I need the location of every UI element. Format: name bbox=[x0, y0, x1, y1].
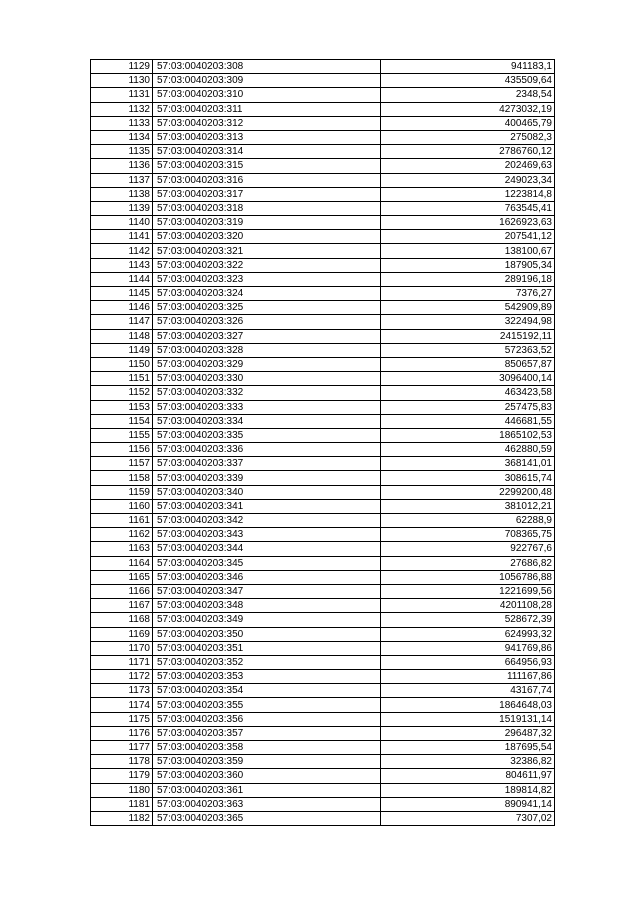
cadastral-number: 57:03:0040203:357 bbox=[153, 726, 381, 740]
value-cell: 624993,32 bbox=[381, 627, 555, 641]
value-cell: 528672,39 bbox=[381, 613, 555, 627]
value-cell: 2786760,12 bbox=[381, 145, 555, 159]
table-row bbox=[91, 272, 555, 286]
cadastral-number: 57:03:0040203:337 bbox=[153, 457, 381, 471]
row-number: 1136 bbox=[91, 159, 153, 173]
value-cell: 1865102,53 bbox=[381, 428, 555, 442]
value-cell: 2348,54 bbox=[381, 88, 555, 102]
value-cell: 289196,18 bbox=[381, 272, 555, 286]
table-row bbox=[91, 726, 555, 740]
row-number: 1145 bbox=[91, 287, 153, 301]
table-row bbox=[91, 372, 555, 386]
cadastral-number: 57:03:0040203:324 bbox=[153, 287, 381, 301]
table-row bbox=[91, 116, 555, 130]
table-row bbox=[91, 130, 555, 144]
row-number: 1173 bbox=[91, 684, 153, 698]
cadastral-number: 57:03:0040203:346 bbox=[153, 570, 381, 584]
table-row bbox=[91, 570, 555, 584]
cadastral-number: 57:03:0040203:356 bbox=[153, 712, 381, 726]
cadastral-number: 57:03:0040203:326 bbox=[153, 315, 381, 329]
table-row bbox=[91, 443, 555, 457]
cadastral-number: 57:03:0040203:327 bbox=[153, 329, 381, 343]
value-cell: 1221699,56 bbox=[381, 584, 555, 598]
row-number: 1151 bbox=[91, 372, 153, 386]
cadastral-number: 57:03:0040203:361 bbox=[153, 783, 381, 797]
table-row bbox=[91, 627, 555, 641]
table-row bbox=[91, 74, 555, 88]
row-number: 1134 bbox=[91, 130, 153, 144]
cadastral-number: 57:03:0040203:330 bbox=[153, 372, 381, 386]
cadastral-number: 57:03:0040203:351 bbox=[153, 641, 381, 655]
cadastral-number: 57:03:0040203:319 bbox=[153, 216, 381, 230]
value-cell: 922767,6 bbox=[381, 542, 555, 556]
table-row bbox=[91, 60, 555, 74]
cadastral-number: 57:03:0040203:329 bbox=[153, 357, 381, 371]
table-row bbox=[91, 201, 555, 215]
row-number: 1138 bbox=[91, 187, 153, 201]
row-number: 1150 bbox=[91, 357, 153, 371]
table-row bbox=[91, 145, 555, 159]
table-row bbox=[91, 386, 555, 400]
value-cell: 542909,89 bbox=[381, 301, 555, 315]
cadastral-number: 57:03:0040203:313 bbox=[153, 130, 381, 144]
row-number: 1165 bbox=[91, 570, 153, 584]
table-row bbox=[91, 102, 555, 116]
table-row bbox=[91, 641, 555, 655]
value-cell: 187905,34 bbox=[381, 258, 555, 272]
value-cell: 572363,52 bbox=[381, 343, 555, 357]
table-row bbox=[91, 258, 555, 272]
row-number: 1144 bbox=[91, 272, 153, 286]
table-row bbox=[91, 712, 555, 726]
table-row bbox=[91, 485, 555, 499]
row-number: 1163 bbox=[91, 542, 153, 556]
row-number: 1175 bbox=[91, 712, 153, 726]
table-row bbox=[91, 329, 555, 343]
table-body bbox=[91, 60, 555, 826]
value-cell: 187695,54 bbox=[381, 741, 555, 755]
row-number: 1135 bbox=[91, 145, 153, 159]
value-cell: 664956,93 bbox=[381, 655, 555, 669]
cadastral-number: 57:03:0040203:320 bbox=[153, 230, 381, 244]
cadastral-number: 57:03:0040203:316 bbox=[153, 173, 381, 187]
cadastral-number: 57:03:0040203:328 bbox=[153, 343, 381, 357]
row-number: 1174 bbox=[91, 698, 153, 712]
table-row bbox=[91, 471, 555, 485]
row-number: 1155 bbox=[91, 428, 153, 442]
value-cell: 1626923,63 bbox=[381, 216, 555, 230]
value-cell: 890941,14 bbox=[381, 797, 555, 811]
cadastral-number: 57:03:0040203:314 bbox=[153, 145, 381, 159]
cadastral-number: 57:03:0040203:332 bbox=[153, 386, 381, 400]
value-cell: 850657,87 bbox=[381, 357, 555, 371]
cadastral-number: 57:03:0040203:344 bbox=[153, 542, 381, 556]
table-row bbox=[91, 414, 555, 428]
cadastral-number: 57:03:0040203:360 bbox=[153, 769, 381, 783]
row-number: 1178 bbox=[91, 755, 153, 769]
row-number: 1159 bbox=[91, 485, 153, 499]
cadastral-number: 57:03:0040203:347 bbox=[153, 584, 381, 598]
value-cell: 4201108,28 bbox=[381, 599, 555, 613]
value-cell: 275082,3 bbox=[381, 130, 555, 144]
row-number: 1161 bbox=[91, 514, 153, 528]
cadastral-number: 57:03:0040203:336 bbox=[153, 443, 381, 457]
row-number: 1130 bbox=[91, 74, 153, 88]
value-cell: 249023,34 bbox=[381, 173, 555, 187]
value-cell: 463423,58 bbox=[381, 386, 555, 400]
table-row bbox=[91, 797, 555, 811]
value-cell: 400465,79 bbox=[381, 116, 555, 130]
value-cell: 462880,59 bbox=[381, 443, 555, 457]
table-row bbox=[91, 528, 555, 542]
row-number: 1171 bbox=[91, 655, 153, 669]
table-row bbox=[91, 357, 555, 371]
table-row bbox=[91, 499, 555, 513]
table-row bbox=[91, 514, 555, 528]
value-cell: 2415192,11 bbox=[381, 329, 555, 343]
value-cell: 202469,63 bbox=[381, 159, 555, 173]
value-cell: 7376,27 bbox=[381, 287, 555, 301]
value-cell: 2299200,48 bbox=[381, 485, 555, 499]
row-number: 1180 bbox=[91, 783, 153, 797]
cadastral-number: 57:03:0040203:352 bbox=[153, 655, 381, 669]
row-number: 1148 bbox=[91, 329, 153, 343]
value-cell: 189814,82 bbox=[381, 783, 555, 797]
value-cell: 27686,82 bbox=[381, 556, 555, 570]
cadastral-number: 57:03:0040203:322 bbox=[153, 258, 381, 272]
cadastral-number: 57:03:0040203:350 bbox=[153, 627, 381, 641]
table-row bbox=[91, 584, 555, 598]
cadastral-number: 57:03:0040203:354 bbox=[153, 684, 381, 698]
table-row bbox=[91, 173, 555, 187]
table-row bbox=[91, 287, 555, 301]
data-table bbox=[90, 59, 555, 826]
row-number: 1132 bbox=[91, 102, 153, 116]
row-number: 1179 bbox=[91, 769, 153, 783]
row-number: 1133 bbox=[91, 116, 153, 130]
value-cell: 446681,55 bbox=[381, 414, 555, 428]
table-row bbox=[91, 301, 555, 315]
row-number: 1167 bbox=[91, 599, 153, 613]
value-cell: 708365,75 bbox=[381, 528, 555, 542]
value-cell: 257475,83 bbox=[381, 400, 555, 414]
row-number: 1182 bbox=[91, 811, 153, 825]
value-cell: 435509,64 bbox=[381, 74, 555, 88]
value-cell: 7307,02 bbox=[381, 811, 555, 825]
cadastral-number: 57:03:0040203:342 bbox=[153, 514, 381, 528]
row-number: 1172 bbox=[91, 670, 153, 684]
value-cell: 381012,21 bbox=[381, 499, 555, 513]
row-number: 1156 bbox=[91, 443, 153, 457]
table-row bbox=[91, 216, 555, 230]
cadastral-number: 57:03:0040203:340 bbox=[153, 485, 381, 499]
table-row bbox=[91, 613, 555, 627]
cadastral-number: 57:03:0040203:315 bbox=[153, 159, 381, 173]
cadastral-number: 57:03:0040203:341 bbox=[153, 499, 381, 513]
table-row bbox=[91, 343, 555, 357]
table-row bbox=[91, 556, 555, 570]
cadastral-number: 57:03:0040203:348 bbox=[153, 599, 381, 613]
cadastral-number: 57:03:0040203:358 bbox=[153, 741, 381, 755]
cadastral-number: 57:03:0040203:317 bbox=[153, 187, 381, 201]
value-cell: 1056786,88 bbox=[381, 570, 555, 584]
row-number: 1168 bbox=[91, 613, 153, 627]
table-row bbox=[91, 599, 555, 613]
value-cell: 43167,74 bbox=[381, 684, 555, 698]
value-cell: 111167,86 bbox=[381, 670, 555, 684]
cadastral-number: 57:03:0040203:359 bbox=[153, 755, 381, 769]
value-cell: 804611,97 bbox=[381, 769, 555, 783]
row-number: 1158 bbox=[91, 471, 153, 485]
row-number: 1169 bbox=[91, 627, 153, 641]
table-row bbox=[91, 769, 555, 783]
cadastral-number: 57:03:0040203:335 bbox=[153, 428, 381, 442]
row-number: 1164 bbox=[91, 556, 153, 570]
cadastral-number: 57:03:0040203:334 bbox=[153, 414, 381, 428]
row-number: 1166 bbox=[91, 584, 153, 598]
cadastral-number: 57:03:0040203:355 bbox=[153, 698, 381, 712]
row-number: 1139 bbox=[91, 201, 153, 215]
table-row bbox=[91, 670, 555, 684]
table-row bbox=[91, 698, 555, 712]
table-row bbox=[91, 400, 555, 414]
table-row bbox=[91, 244, 555, 258]
row-number: 1162 bbox=[91, 528, 153, 542]
table-row bbox=[91, 159, 555, 173]
row-number: 1142 bbox=[91, 244, 153, 258]
value-cell: 1223814,8 bbox=[381, 187, 555, 201]
cadastral-number: 57:03:0040203:308 bbox=[153, 60, 381, 74]
value-cell: 62288,9 bbox=[381, 514, 555, 528]
row-number: 1137 bbox=[91, 173, 153, 187]
cadastral-number: 57:03:0040203:345 bbox=[153, 556, 381, 570]
row-number: 1129 bbox=[91, 60, 153, 74]
value-cell: 32386,82 bbox=[381, 755, 555, 769]
table-row bbox=[91, 187, 555, 201]
cadastral-number: 57:03:0040203:363 bbox=[153, 797, 381, 811]
row-number: 1154 bbox=[91, 414, 153, 428]
cadastral-number: 57:03:0040203:310 bbox=[153, 88, 381, 102]
row-number: 1152 bbox=[91, 386, 153, 400]
row-number: 1170 bbox=[91, 641, 153, 655]
row-number: 1160 bbox=[91, 499, 153, 513]
row-number: 1141 bbox=[91, 230, 153, 244]
table-row bbox=[91, 741, 555, 755]
table-row bbox=[91, 783, 555, 797]
cadastral-number: 57:03:0040203:312 bbox=[153, 116, 381, 130]
cadastral-number: 57:03:0040203:333 bbox=[153, 400, 381, 414]
cadastral-number: 57:03:0040203:309 bbox=[153, 74, 381, 88]
value-cell: 207541,12 bbox=[381, 230, 555, 244]
table-row bbox=[91, 315, 555, 329]
table-row bbox=[91, 542, 555, 556]
row-number: 1146 bbox=[91, 301, 153, 315]
cadastral-number: 57:03:0040203:323 bbox=[153, 272, 381, 286]
row-number: 1140 bbox=[91, 216, 153, 230]
table-row bbox=[91, 230, 555, 244]
table-row bbox=[91, 428, 555, 442]
value-cell: 4273032,19 bbox=[381, 102, 555, 116]
cadastral-number: 57:03:0040203:365 bbox=[153, 811, 381, 825]
cadastral-number: 57:03:0040203:349 bbox=[153, 613, 381, 627]
table-row bbox=[91, 457, 555, 471]
row-number: 1157 bbox=[91, 457, 153, 471]
table-row bbox=[91, 684, 555, 698]
value-cell: 1519131,14 bbox=[381, 712, 555, 726]
row-number: 1149 bbox=[91, 343, 153, 357]
value-cell: 941183,1 bbox=[381, 60, 555, 74]
table-row bbox=[91, 811, 555, 825]
value-cell: 308615,74 bbox=[381, 471, 555, 485]
cadastral-number: 57:03:0040203:353 bbox=[153, 670, 381, 684]
value-cell: 763545,41 bbox=[381, 201, 555, 215]
table-row bbox=[91, 655, 555, 669]
row-number: 1176 bbox=[91, 726, 153, 740]
cadastral-number: 57:03:0040203:339 bbox=[153, 471, 381, 485]
cadastral-number: 57:03:0040203:318 bbox=[153, 201, 381, 215]
value-cell: 1864648,03 bbox=[381, 698, 555, 712]
row-number: 1147 bbox=[91, 315, 153, 329]
row-number: 1143 bbox=[91, 258, 153, 272]
cadastral-number: 57:03:0040203:325 bbox=[153, 301, 381, 315]
value-cell: 296487,32 bbox=[381, 726, 555, 740]
cadastral-number: 57:03:0040203:311 bbox=[153, 102, 381, 116]
cadastral-number: 57:03:0040203:321 bbox=[153, 244, 381, 258]
row-number: 1177 bbox=[91, 741, 153, 755]
value-cell: 368141,01 bbox=[381, 457, 555, 471]
table-row bbox=[91, 755, 555, 769]
row-number: 1181 bbox=[91, 797, 153, 811]
cadastral-number: 57:03:0040203:343 bbox=[153, 528, 381, 542]
value-cell: 138100,67 bbox=[381, 244, 555, 258]
row-number: 1153 bbox=[91, 400, 153, 414]
row-number: 1131 bbox=[91, 88, 153, 102]
value-cell: 3096400,14 bbox=[381, 372, 555, 386]
value-cell: 322494,98 bbox=[381, 315, 555, 329]
value-cell: 941769,86 bbox=[381, 641, 555, 655]
table-row bbox=[91, 88, 555, 102]
